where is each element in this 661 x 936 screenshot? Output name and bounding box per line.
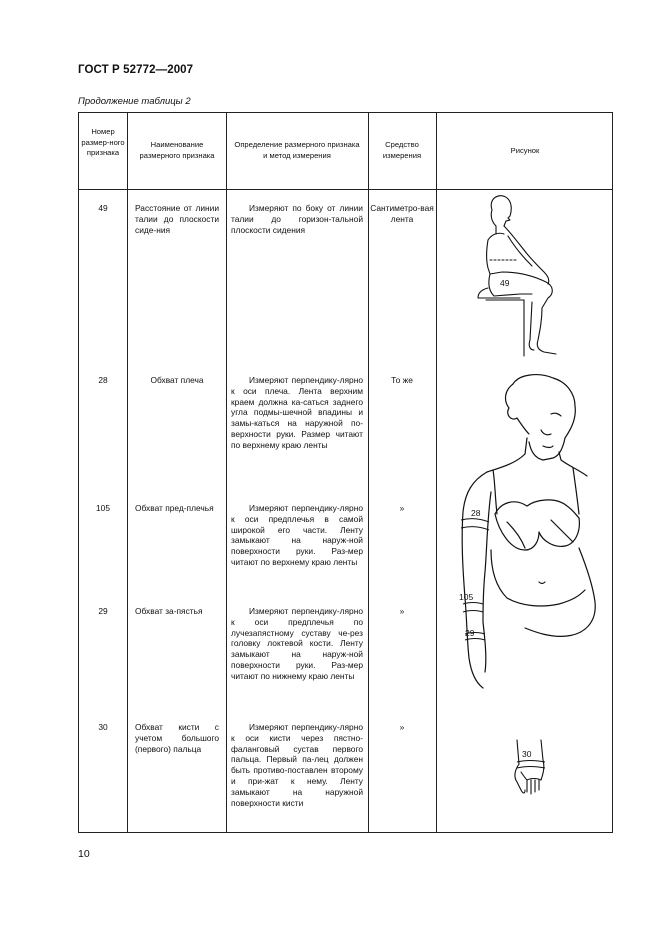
header-definition: Определение размерного признака и метод измерения xyxy=(234,140,360,160)
header-number: Номер размер-ного признака xyxy=(81,127,125,157)
row-number: 105 xyxy=(96,503,110,513)
row-name: Обхват плеча xyxy=(150,375,204,385)
row-tool: То же xyxy=(391,375,413,385)
row-definition: Измеряют перпендику-лярно к оси кисти через пястно-фаланговый сустав первого пальца. Первый па-лец должен быть противо-поставлен второму и при-жат к нему. Ленту замыкают на наружной поверхности кисти xyxy=(231,722,363,808)
seated-figure-label-49: 49 xyxy=(500,278,510,288)
row-tool: » xyxy=(399,606,405,616)
column-divider xyxy=(368,113,369,832)
document-title: ГОСТ Р 52772—2007 xyxy=(78,64,194,76)
row-name: Обхват пред-плечья xyxy=(135,503,214,513)
upper-arm-label-28: 28 xyxy=(471,508,481,518)
hand-label-30: 30 xyxy=(522,749,532,759)
column-divider xyxy=(436,113,437,832)
row-tool: » xyxy=(399,722,405,732)
forearm-label-105: 105 xyxy=(459,592,474,602)
row-definition: Измеряют перпендику-лярно к оси предплечья в самой широкой его части. Ленту замыкают на наруж-ной поверхности руки. Раз-мер читают по верхнему краю ленты xyxy=(231,503,363,567)
row-number: 30 xyxy=(98,722,108,732)
table-caption: Продолжение таблицы 2 xyxy=(78,96,191,107)
header-tool: Средство измерения xyxy=(382,140,422,160)
row-number: 49 xyxy=(98,203,108,213)
row-number: 29 xyxy=(98,606,108,616)
column-divider xyxy=(127,113,128,832)
torso-figure-illustration xyxy=(455,372,610,692)
row-definition: Измеряют перпендику-лярно к оси предплечья по лучезапястному суставу че-рез головку локтевой кости. Ленту замыкают на наруж-ной поверхности руки. Раз-мер читают по нижнему краю ленты xyxy=(231,606,363,681)
wrist-label-29: 29 xyxy=(465,628,475,638)
row-name: Обхват за-пястья xyxy=(135,606,203,616)
row-definition: Измеряют по боку от линии талии до горизон-тальной плоскости сидения xyxy=(231,203,363,235)
row-tool: Сантиметро-вая лента xyxy=(370,203,434,224)
row-name: Расстояние от линии талии до плоскости сиде-ния xyxy=(135,203,219,235)
row-definition: Измеряют перпендику-лярно к оси плеча. Лента верхним краем должна ка-саться заднего угла подмы-шечной впадины и замы-каться на наружной по-верхности руки. Размер читают по верхнему краю ленты xyxy=(231,375,363,450)
row-name: Обхват кисти с учетом большого (первого) пальца xyxy=(135,722,219,754)
row-tool: » xyxy=(399,503,405,513)
page-number: 10 xyxy=(78,848,90,860)
hand-figure-illustration xyxy=(505,738,560,798)
seated-figure-illustration xyxy=(472,190,572,360)
header-name: Наименование размерного признака xyxy=(139,140,215,160)
header-figure: Рисунок xyxy=(510,146,540,155)
column-divider xyxy=(226,113,227,832)
row-number: 28 xyxy=(98,375,108,385)
